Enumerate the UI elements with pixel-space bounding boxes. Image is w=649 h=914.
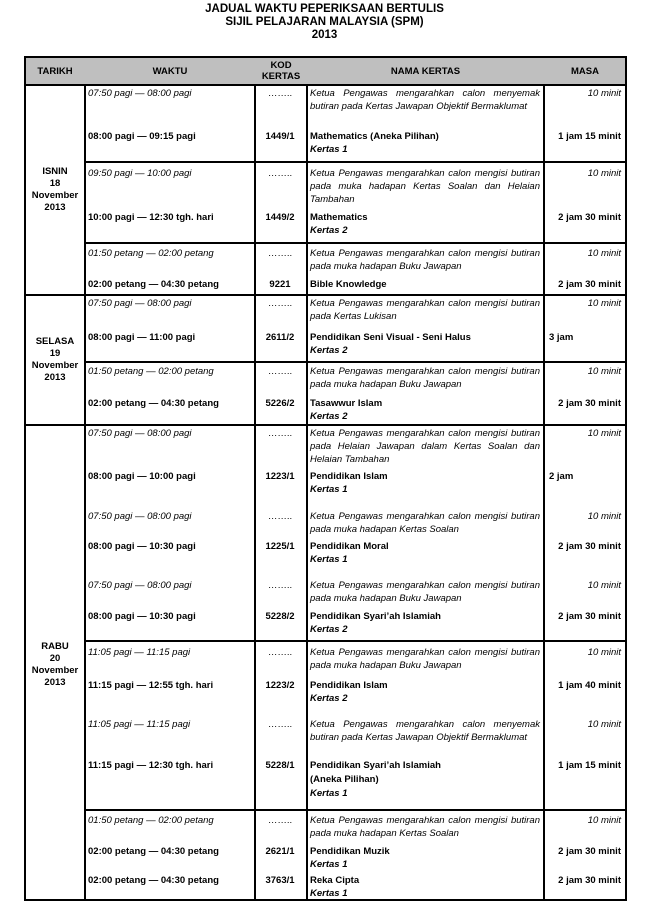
cell-text: Tasawwur Islam <box>310 398 383 409</box>
cell-text: Ketua Pengawas mengarahkan calon mengisi butiran pada muka hadapan Buku Jawapan <box>310 248 540 272</box>
cell-text: 1 jam 40 minit <box>558 680 621 691</box>
cell-text: Kertas 1 <box>310 859 348 870</box>
cell-text: ISNIN <box>42 166 68 177</box>
cell-text: 2611/2 <box>265 332 295 343</box>
cell-text: 1449/1 <box>265 131 295 142</box>
cell-text: 08:00 pagi — 09:15 pagi <box>88 131 196 142</box>
exam-block <box>84 86 625 163</box>
cell-text: 07:50 pagi — 08:00 pagi <box>88 511 192 522</box>
table-row <box>84 247 625 272</box>
cell-text: Kertas 2 <box>310 225 348 236</box>
exam-block <box>84 426 625 642</box>
cell-text <box>32 336 78 384</box>
cell-text: …….. <box>267 168 293 179</box>
cell-text: …….. <box>267 719 293 730</box>
cell-text: 08:00 pagi — 10:30 pagi <box>88 611 196 622</box>
cell-text: 10 minit <box>587 647 621 658</box>
cell-text: Kertas 1 <box>310 788 348 799</box>
table-row <box>84 130 625 143</box>
cell-text: 2621/1 <box>265 846 295 857</box>
cell-text: …….. <box>267 298 293 309</box>
table-row <box>84 365 625 390</box>
day-label <box>26 86 84 294</box>
exam-block <box>84 363 625 426</box>
cell-text: …….. <box>267 428 293 439</box>
table-row <box>84 679 625 692</box>
exam-block <box>84 642 625 811</box>
cell-text: …….. <box>267 88 293 99</box>
header-masa: MASA <box>571 65 599 77</box>
cell-text: Ketua Pengawas mengarahkan calon mengisi butiran pada muka hadapan Kertas Soalan dan Helaian Tambahan <box>310 168 540 205</box>
table-row <box>84 87 625 112</box>
document-title <box>0 0 649 42</box>
cell-text: November <box>31 190 79 201</box>
cell-text: 5228/1 <box>265 760 295 771</box>
cell-text: 07:50 pagi — 08:00 pagi <box>88 298 192 309</box>
cell-text: 01:50 petang — 02:00 petang <box>88 248 214 259</box>
cell-text: 10 minit <box>587 88 621 99</box>
table-header <box>26 58 625 86</box>
cell-text: 10 minit <box>587 428 621 439</box>
day-group-isnin <box>26 86 625 296</box>
cell-text: 2013 <box>44 202 66 213</box>
day-label <box>26 296 84 424</box>
cell-text: 3763/1 <box>265 875 295 886</box>
table-row <box>84 874 625 887</box>
cell-text: Kertas 1 <box>310 554 348 565</box>
cell-text: Kertas 1 <box>310 888 348 899</box>
header-kertas: KERTAS <box>261 71 301 82</box>
cell-text: …….. <box>267 366 293 377</box>
cell-text: Ketua Pengawas mengarahkan calon mengisi butiran pada Helaian Jawapan dalam Kertas Soalan dan Helaian Tambahan <box>310 428 540 465</box>
cell-text: 2 jam 30 minit <box>558 875 621 886</box>
cell-text <box>32 166 78 214</box>
table-row <box>84 331 625 344</box>
cell-text: 5226/2 <box>265 398 295 409</box>
cell-text: Reka Cipta <box>310 875 360 886</box>
cell-text: 11:05 pagi — 11:15 pagi <box>88 647 191 658</box>
header-nama-kertas: NAMA KERTAS <box>390 65 461 77</box>
cell-text: Pendidikan Moral <box>310 541 389 552</box>
cell-text <box>32 641 78 689</box>
table-row <box>84 646 625 671</box>
cell-text: 07:50 pagi — 08:00 pagi <box>88 580 192 591</box>
cell-text: (Aneka Pilihan) <box>310 774 379 785</box>
cell-text: 01:50 petang — 02:00 petang <box>88 815 214 826</box>
cell-text: Kertas 2 <box>310 411 348 422</box>
cell-text: Ketua Pengawas mengarahkan calon mengisi butiran pada Kertas Lukisan <box>310 298 540 322</box>
cell-text: 1223/1 <box>265 471 295 482</box>
title-line-3: 2013 <box>311 29 338 41</box>
cell-text: Mathematics <box>310 212 368 223</box>
cell-text: 07:50 pagi — 08:00 pagi <box>88 88 192 99</box>
cell-text: Pendidikan Muzik <box>310 846 390 857</box>
cell-text: Ketua Pengawas mengarahkan calon mengisi butiran pada muka hadapan Buku Jawapan <box>310 647 540 671</box>
cell-text: …….. <box>267 815 293 826</box>
cell-text: 1225/1 <box>265 541 295 552</box>
cell-text: 02:00 petang — 04:30 petang <box>88 875 219 886</box>
cell-text: Pendidikan Seni Visual - Seni Halus <box>310 332 471 343</box>
exam-block <box>84 811 625 901</box>
cell-text: 5228/2 <box>265 611 295 622</box>
cell-text: …….. <box>267 580 293 591</box>
cell-text: 10 minit <box>587 168 621 179</box>
cell-text: SELASA <box>35 336 75 347</box>
cell-text: 1223/2 <box>265 680 295 691</box>
cell-text: Ketua Pengawas mengarahkan calon mengisi butiran pada muka hadapan Kertas Soalan <box>310 815 540 839</box>
cell-text: 02:00 petang — 04:30 petang <box>88 279 219 290</box>
cell-text: …….. <box>267 248 293 259</box>
cell-text: Ketua Pengawas mengarahkan calon mengisi butiran pada muka hadapan Buku Jawapan <box>310 366 540 390</box>
cell-text: Ketua Pengawas mengarahkan calon menyemak butiran pada Kertas Jawapan Objektif Bermaklumat <box>310 88 540 112</box>
cell-text: Kertas 2 <box>310 345 348 356</box>
cell-text: 1 jam 15 minit <box>558 131 621 142</box>
cell-text: Bible Knowledge <box>310 279 387 290</box>
table-row <box>84 814 625 839</box>
cell-text: 2 jam 30 minit <box>558 611 621 622</box>
cell-text: 11:15 pagi — 12:55 tgh. hari <box>88 680 214 691</box>
cell-text: 2 jam 30 minit <box>558 279 621 290</box>
table-row <box>84 427 625 465</box>
cell-text: 10 minit <box>587 366 621 377</box>
cell-text: 10 minit <box>587 298 621 309</box>
cell-text: 2 jam 30 minit <box>558 212 621 223</box>
cell-text: Ketua Pengawas mengarahkan calon menyemak butiran pada Kertas Jawapan Objektif Bermaklumat <box>310 719 540 743</box>
day-label <box>26 426 84 901</box>
cell-text: Pendidikan Islam <box>310 471 388 482</box>
cell-text: 01:50 petang — 02:00 petang <box>88 366 214 377</box>
table-row <box>84 470 625 483</box>
cell-text: Kertas 2 <box>310 624 348 635</box>
header-waktu: WAKTU <box>152 65 188 77</box>
header-kod: KOD <box>270 60 292 71</box>
cell-text: Pendidikan Syari’ah Islamiah <box>310 760 441 771</box>
cell-text: 08:00 pagi — 11:00 pagi <box>88 332 196 343</box>
cell-text: 2 jam <box>549 471 574 482</box>
cell-text: Pendidikan Islam <box>310 680 388 691</box>
cell-text: Ketua Pengawas mengarahkan calon mengisi butiran pada muka hadapan Buku Jawapan <box>310 580 540 604</box>
cell-text: 07:50 pagi — 08:00 pagi <box>88 428 192 439</box>
cell-text: 08:00 pagi — 10:30 pagi <box>88 541 196 552</box>
cell-text: 2013 <box>44 676 66 688</box>
cell-text: 10 minit <box>587 815 621 826</box>
table-row <box>84 718 625 743</box>
cell-text: 2013 <box>44 372 66 383</box>
table-row <box>84 579 625 604</box>
table-row <box>84 845 625 858</box>
cell-text: Mathematics (Aneka Pilihan) <box>310 131 439 142</box>
table-row <box>84 278 625 291</box>
cell-text: Kertas 2 <box>310 693 348 704</box>
cell-text: 2 jam 30 minit <box>558 846 621 857</box>
table-row <box>84 759 625 772</box>
cell-text: 9221 <box>269 279 291 290</box>
header-kod-kertas <box>256 58 306 84</box>
day-group-rabu <box>26 426 625 901</box>
cell-text: Kertas 1 <box>310 144 348 155</box>
cell-text: 18 <box>49 178 61 189</box>
table-row <box>84 297 625 322</box>
cell-text: 02:00 petang — 04:30 petang <box>88 398 219 409</box>
cell-text: 02:00 petang — 04:30 petang <box>88 846 219 857</box>
exam-block <box>84 296 625 363</box>
cell-text: 08:00 pagi — 10:00 pagi <box>88 471 196 482</box>
table-row <box>84 610 625 623</box>
cell-text: 10 minit <box>587 719 621 730</box>
table-row <box>84 540 625 553</box>
exam-block <box>84 163 625 244</box>
cell-text: 10 minit <box>587 511 621 522</box>
cell-text: 10 minit <box>587 248 621 259</box>
table-row <box>84 397 625 410</box>
cell-text: 11:05 pagi — 11:15 pagi <box>88 719 191 730</box>
cell-text: 10:00 pagi — 12:30 tgh. hari <box>88 212 214 223</box>
title-line-1: JADUAL WAKTU PEPERIKSAAN BERTULIS <box>205 3 444 15</box>
title-line-2: SIJIL PELAJARAN MALAYSIA (SPM) <box>225 16 424 28</box>
cell-text: Kertas 1 <box>310 484 348 495</box>
timetable <box>24 56 627 901</box>
table-row <box>84 211 625 224</box>
cell-text: 10 minit <box>587 580 621 591</box>
cell-text: Pendidikan Syari’ah Islamiah <box>310 611 441 622</box>
cell-text: November <box>31 360 79 371</box>
cell-text: 11:15 pagi — 12:30 tgh. hari <box>88 760 214 771</box>
cell-text: November <box>31 664 79 676</box>
cell-text: 19 <box>49 348 61 359</box>
table-row <box>84 510 625 535</box>
cell-text: Ketua Pengawas mengarahkan calon mengisi butiran pada muka hadapan Kertas Soalan <box>310 511 540 535</box>
cell-text: 1 jam 15 minit <box>558 760 621 771</box>
cell-text: …….. <box>267 647 293 658</box>
cell-text: 09:50 pagi — 10:00 pagi <box>88 168 192 179</box>
table-row <box>84 167 625 205</box>
exam-block <box>84 244 625 296</box>
cell-text: 2 jam 30 minit <box>558 541 621 552</box>
cell-text: …….. <box>267 511 293 522</box>
cell-text: 20 <box>49 652 61 664</box>
cell-text: RABU <box>41 640 69 652</box>
cell-text: 2 jam 30 minit <box>558 398 621 409</box>
day-group-selasa <box>26 296 625 426</box>
header-tarikh: TARIKH <box>37 65 73 77</box>
cell-text: 3 jam <box>549 332 574 343</box>
cell-text: 1449/2 <box>265 212 295 223</box>
